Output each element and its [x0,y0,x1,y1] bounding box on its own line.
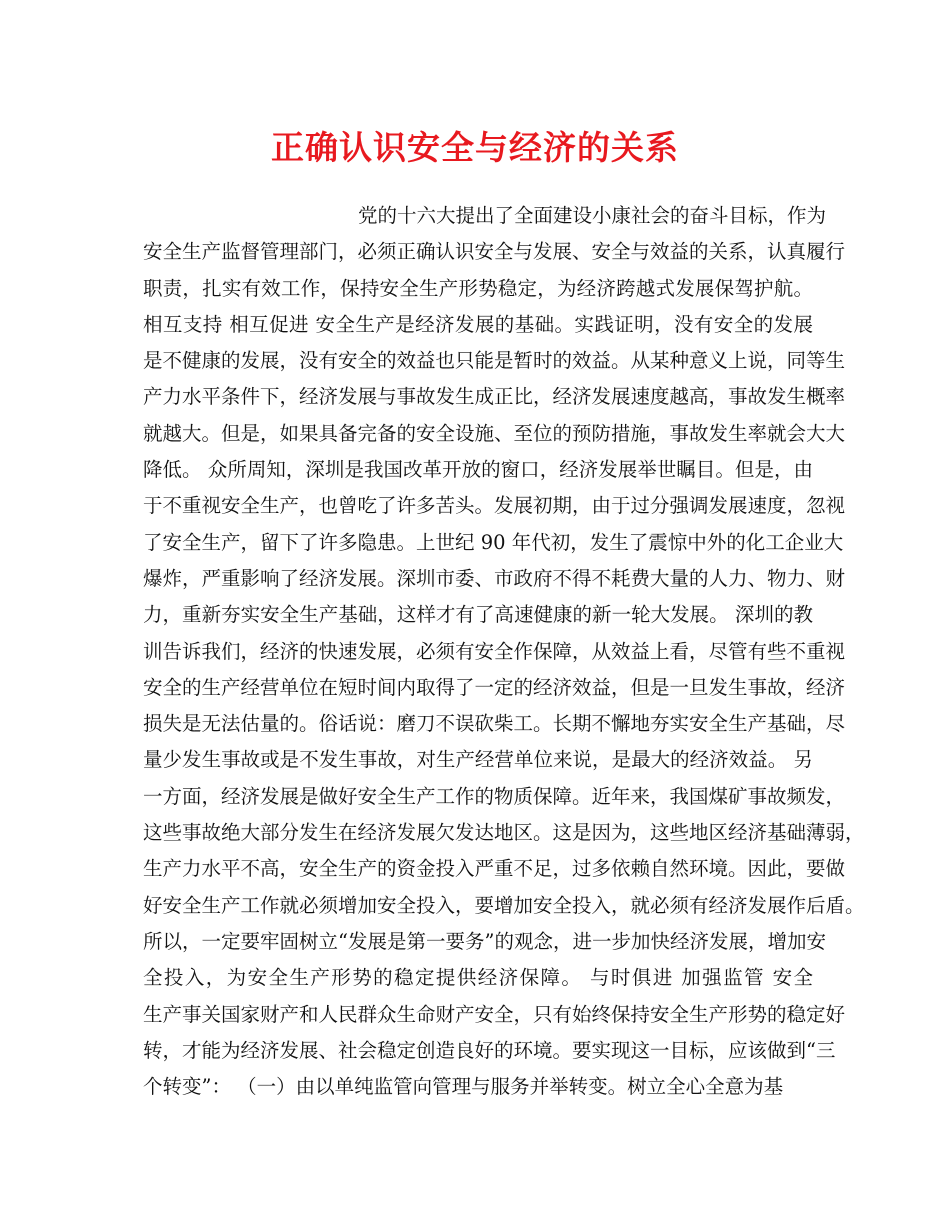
body-line-17: 一方面，经济发展是做好安全生产工作的物质保障。近年来，我国煤矿事故频发， [143,784,846,808]
document-body [143,198,865,1105]
body-line-18: 这些事故绝大部分发生在经济发展欠发达地区。这是因为，这些地区经济基础薄弱， [143,821,865,845]
body-line-16: 量少发生事故或是不发生事故，对生产经营单位来说，是最大的经济效益。 另 [143,748,813,772]
body-line-22: 全投入，为安全生产形势的稳定提供经济保障。 与时俱进 加强监管 安全 [143,966,813,990]
body-line-21: 所以，一定要牢固树立“发展是第一要务”的观念，进一步加快经济发展，增加安 [143,929,826,953]
body-line-3: 职责，扎实有效工作，保持安全生产形势稳定，为经济跨越式发展保驾护航。 [143,276,813,300]
body-line-9: 于不重视安全生产，也曾吃了许多苦头。发展初期，由于过分强调发展速度，忽视 [143,494,846,518]
body-line-10: 了安全生产，留下了许多隐患。上世纪 90 年代初，发生了震惊中外的化工企业大 [143,530,844,554]
body-line-5: 是不健康的发展，没有安全的效益也只能是暂时的效益。从某种意义上说，同等生 [143,349,846,373]
body-line-25: 个转变”： （一）由以单纯监管向管理与服务并举转变。树立全心全意为基 [143,1075,784,1099]
body-line-1: 党的十六大提出了全面建设小康社会的奋斗目标，作为 [358,204,827,227]
document-title: 正确认识安全与经济的关系 [271,128,679,167]
body-line-11: 爆炸，严重影响了经济发展。深圳市委、市政府不得不耗费大量的人力、物力、财 [143,566,846,590]
body-line-13: 训告诉我们，经济的快速发展，必须有安全作保障，从效益上看，尽管有些不重视 [143,639,846,663]
body-line-8: 降低。 众所周知，深圳是我国改革开放的窗口，经济发展举世瞩目。但是，由 [143,458,813,482]
body-line-20: 好安全生产工作就必须增加安全投入，要增加安全投入，就必须有经济发展作后盾。 [143,893,865,917]
body-line-15: 损失是无法估量的。俗话说：磨刀不误砍柴工。长期不懈地夯实安全生产基础，尽 [143,712,846,736]
body-line-23: 生产事关国家财产和人民群众生命财产安全，只有始终保持安全生产形势的稳定好 [143,1002,846,1026]
body-line-4: 相互支持 相互促进 安全生产是经济发展的基础。实践证明，没有安全的发展 [143,312,813,336]
body-line-14: 安全的生产经营单位在短时间内取得了一定的经济效益，但是一旦发生事故，经济 [143,675,846,699]
body-line-19: 生产力水平不高，安全生产的资金投入严重不足，过多依赖自然环境。因此，要做 [143,857,846,881]
body-line-6: 产力水平条件下，经济发展与事故发生成正比，经济发展速度越高，事故发生概率 [143,385,846,409]
body-line-2: 安全生产监督管理部门，必须正确认识安全与发展、安全与效益的关系，认真履行 [143,240,846,264]
body-line-12: 力，重新夯实安全生产基础，这样才有了高速健康的新一轮大发展。 深圳的教 [143,603,813,627]
body-line-24: 转，才能为经济发展、社会稳定创造良好的环境。要实现这一目标，应该做到“三 [143,1038,836,1062]
body-line-7: 就越大。但是，如果具备完备的安全设施、至位的预防措施，事故发生率就会大大 [143,421,846,445]
